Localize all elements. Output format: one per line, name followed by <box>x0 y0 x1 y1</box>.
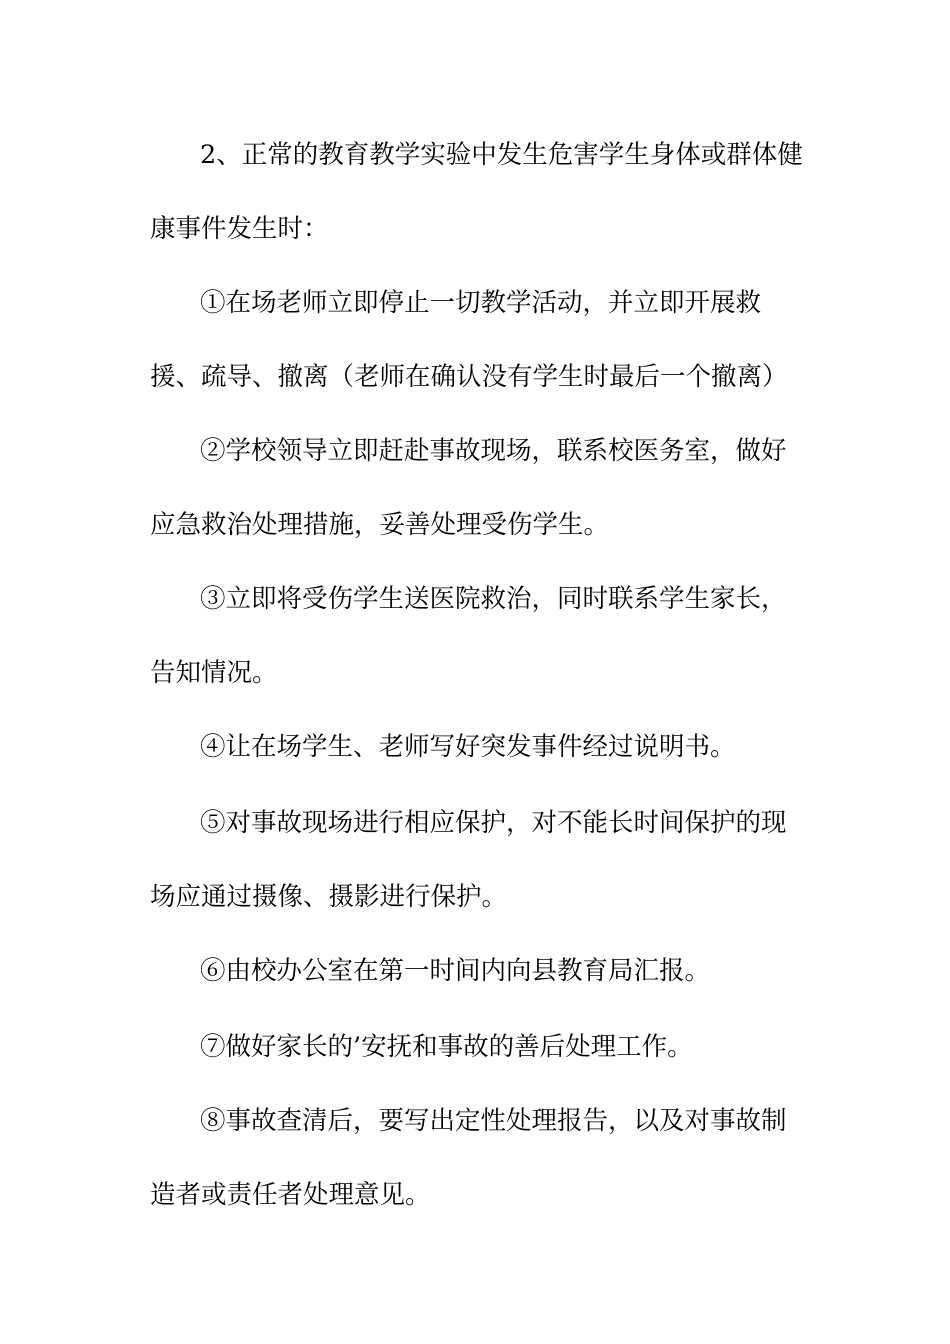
paragraph-line: 场应通过摄像、摄影进行保护。 <box>150 882 508 912</box>
paragraph-line: ①在场老师立即停止一切教学活动，并立即开展救 <box>200 288 762 318</box>
paragraph-line: ⑤对事故现场进行相应保护，对不能长时间保护的现 <box>200 808 787 838</box>
paragraph-line: 应急救治处理措施，妥善处理受伤学生。 <box>150 510 610 540</box>
paragraph-line: 康事件发生时： <box>150 214 329 244</box>
paragraph-line: ②学校领导立即赶赴事故现场，联系校医务室，做好 <box>200 436 787 466</box>
paragraph-line: 告知情况。 <box>150 658 278 688</box>
paragraph-line: ⑧事故查清后，要写出定性处理报告，以及对事故制 <box>200 1106 787 1136</box>
paragraph-line: ⑦做好家长的’安抚和事故的善后处理工作。 <box>200 1032 693 1062</box>
paragraph-line: 2、正常的教育教学实验中发生危害学生身体或群体健 <box>200 140 803 170</box>
paragraph-line: 援、疏导、撤离（老师在确认没有学生时最后一个撤离） <box>150 362 788 392</box>
paragraph-line: ④让在场学生、老师写好突发事件经过说明书。 <box>200 732 736 762</box>
paragraph-line: ③立即将受伤学生送医院救治，同时联系学生家长， <box>200 584 787 614</box>
paragraph-line: ⑥由校办公室在第一时间内向县教育局汇报。 <box>200 956 711 986</box>
paragraph-line: 造者或责任者处理意见。 <box>150 1180 431 1210</box>
